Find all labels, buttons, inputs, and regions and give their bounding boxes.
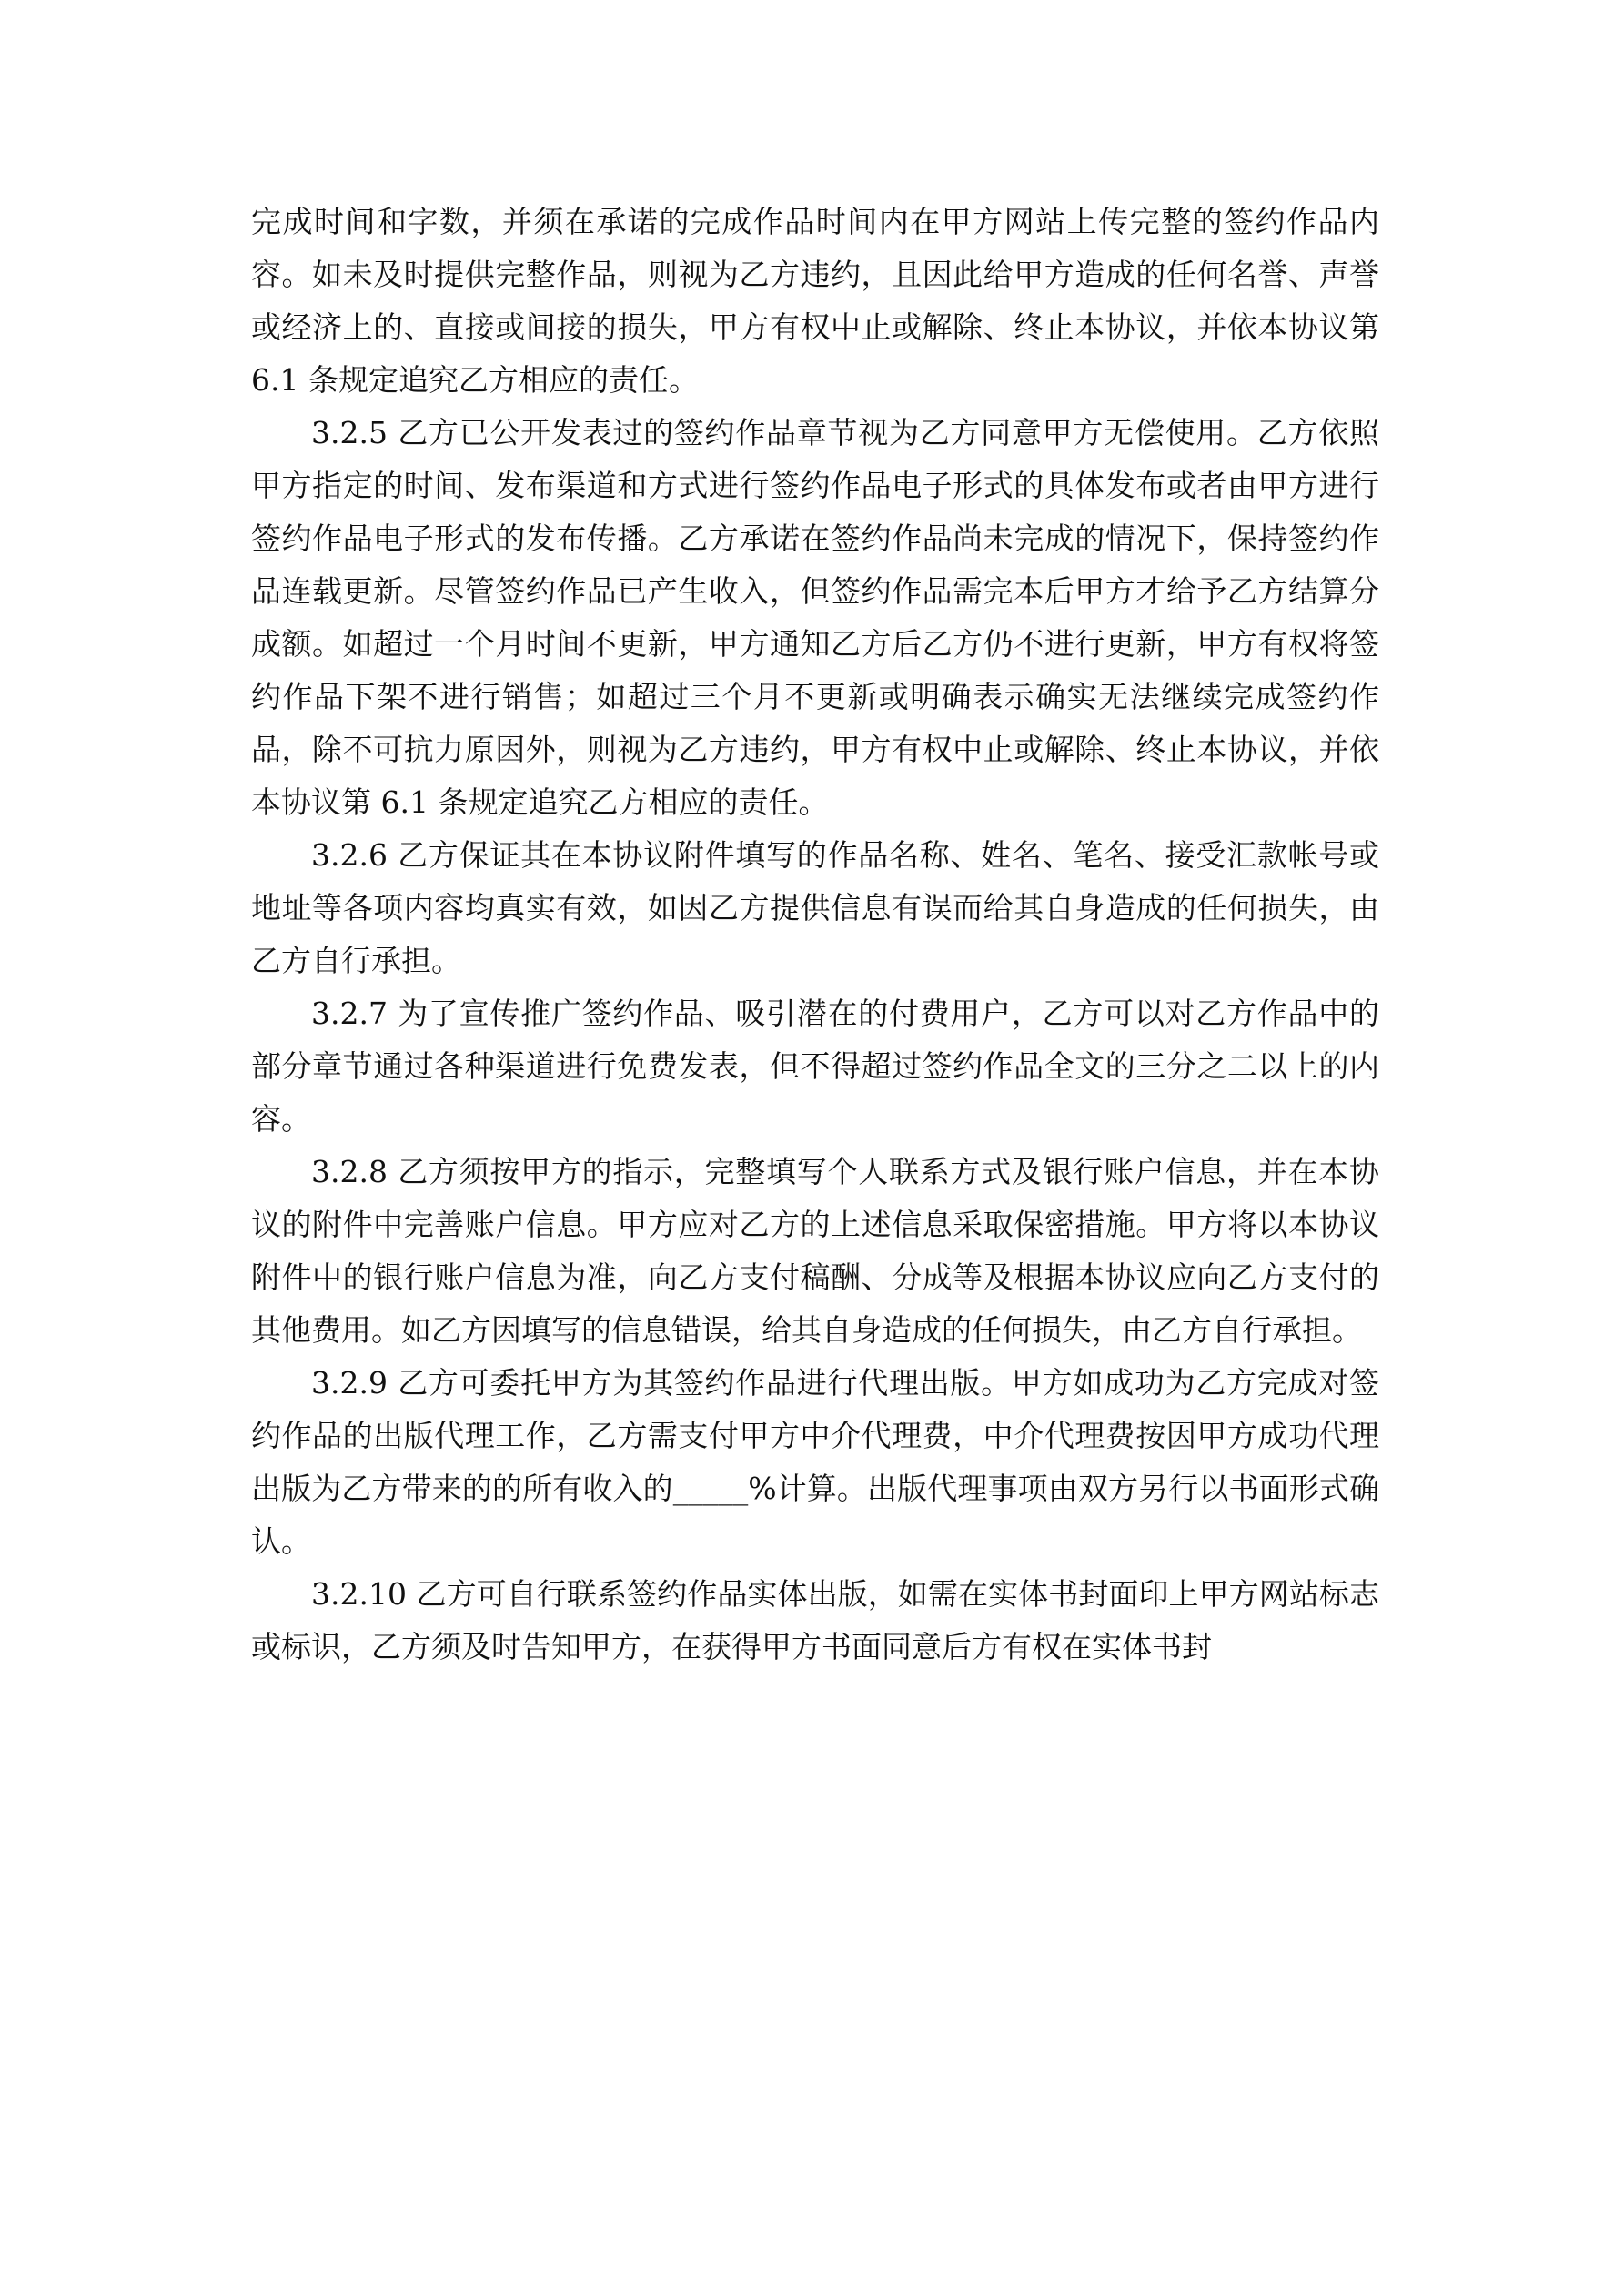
paragraph-3-2-9: 3.2.9 乙方可委托甲方为其签约作品进行代理出版。甲方如成功为乙方完成对签约作品的出版代理工作，乙方需支付甲方中介代理费，中介代理费按因甲方成功代理出版为乙方带来的的所有收入的_____%计算。出版代理事项由双方另行以书面形式确认。 — [251, 1365, 1379, 1559]
paragraph-3-2-6: 3.2.6 乙方保证其在本协议附件填写的作品名称、姓名、笔名、接受汇款帐号或地址等各项内容均真实有效，如因乙方提供信息有误而给其自身造成的任何损失，由乙方自行承担。 — [251, 837, 1379, 978]
paragraph-3-2-5: 3.2.5 乙方已公开发表过的签约作品章节视为乙方同意甲方无偿使用。乙方依照甲方指定的时间、发布渠道和方式进行签约作品电子形式的具体发布或者由甲方进行签约作品电子形式的发布传播。乙方承诺在签约作品尚未完成的情况下，保持签约作品连载更新。尽管签约作品已产生收入，但签约作品需完本后甲方才给予乙方结算分成额。如超过一个月时间不更新，甲方通知乙方后乙方仍不进行更新，甲方有权将签约作品下架不进行销售；如超过三个月不更新或明确表示确实无法继续完成签约作品，除不可抗力原因外，则视为乙方违约，甲方有权中止或解除、终止本协议，并依本协议第 6.1 条规定追究乙方相应的责任。 — [251, 415, 1379, 820]
paragraph-continuation: 完成时间和字数，并须在承诺的完成作品时间内在甲方网站上传完整的签约作品内容。如未及时提供完整作品，则视为乙方违约，且因此给甲方造成的任何名誉、声誉或经济上的、直接或间接的损失，甲方有权中止或解除、终止本协议，并依本协议第 6.1 条规定追究乙方相应的责任。 — [251, 204, 1379, 398]
paragraph-3-2-10: 3.2.10 乙方可自行联系签约作品实体出版，如需在实体书封面印上甲方网站标志或标识，乙方须及时告知甲方，在获得甲方书面同意后方有权在实体书封 — [251, 1576, 1379, 1664]
document-body — [251, 196, 1379, 1674]
paragraph-3-2-8: 3.2.8 乙方须按甲方的指示，完整填写个人联系方式及银行账户信息，并在本协议的附件中完善账户信息。甲方应对乙方的上述信息采取保密措施。甲方将以本协议附件中的银行账户信息为准，向乙方支付稿酬、分成等及根据本协议应向乙方支付的其他费用。如乙方因填写的信息错误，给其自身造成的任何损失，由乙方自行承担。 — [251, 1154, 1379, 1348]
paragraph-3-2-7: 3.2.7 为了宣传推广签约作品、吸引潜在的付费用户，乙方可以对乙方作品中的部分章节通过各种渠道进行免费发表，但不得超过签约作品全文的三分之二以上的内容。 — [251, 996, 1379, 1137]
